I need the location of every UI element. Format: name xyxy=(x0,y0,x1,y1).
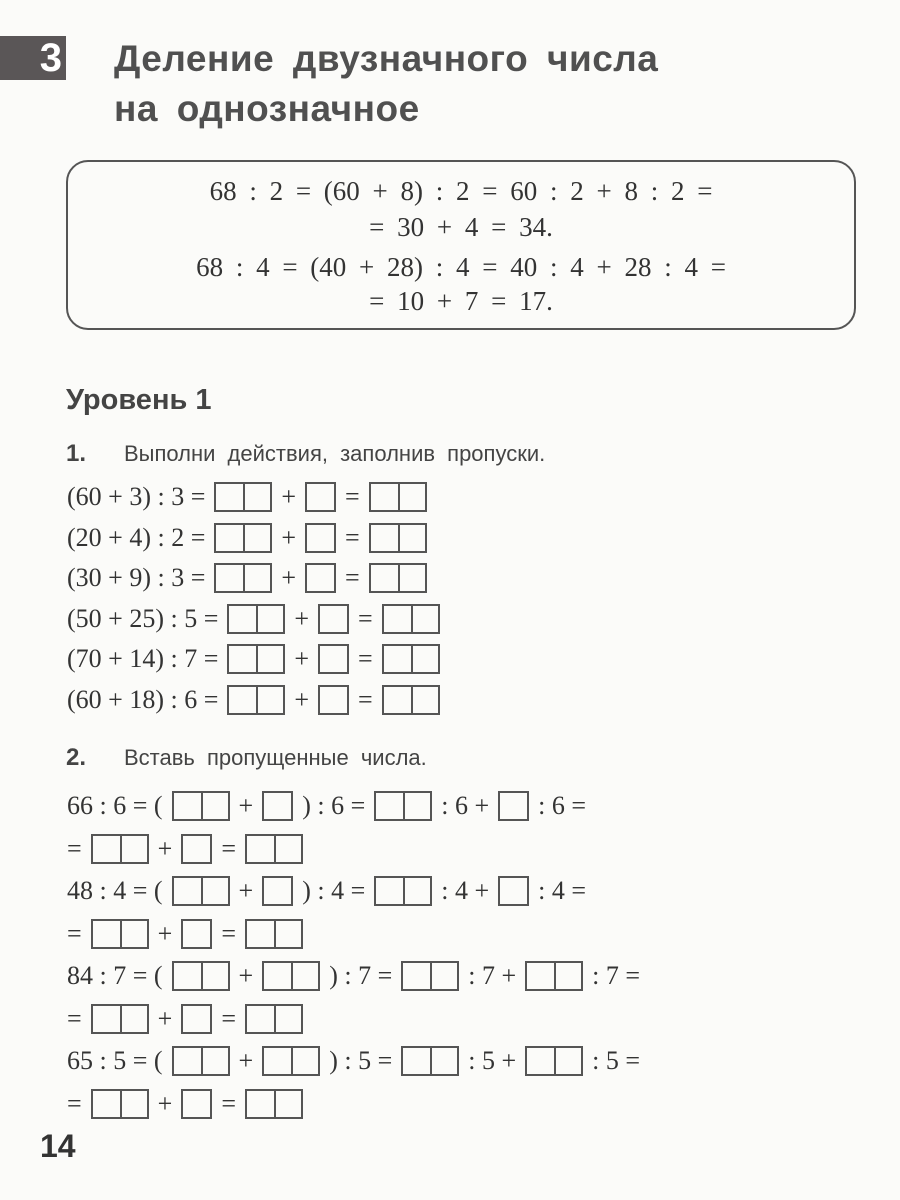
equation-text: : 4 + xyxy=(441,876,490,905)
equation-text: + xyxy=(238,876,254,905)
equation-text: + xyxy=(281,482,297,511)
rule-example-box xyxy=(66,160,856,330)
digit-cell[interactable] xyxy=(371,565,398,591)
equation-row xyxy=(62,789,591,823)
digit-cell[interactable] xyxy=(307,525,334,551)
equation-text: + xyxy=(238,961,254,990)
digit-cell[interactable] xyxy=(256,606,283,632)
two-digit-answer-box[interactable] xyxy=(262,1046,320,1076)
digit-cell[interactable] xyxy=(174,1048,201,1074)
one-digit-answer-box[interactable] xyxy=(305,482,336,512)
chapter-number-badge: 3 xyxy=(0,36,66,80)
digit-cell[interactable] xyxy=(430,1048,457,1074)
two-digit-answer-box[interactable] xyxy=(401,1046,459,1076)
page-title xyxy=(114,34,658,134)
digit-cell[interactable] xyxy=(376,878,403,904)
equation-row xyxy=(62,832,307,866)
digit-cell[interactable] xyxy=(554,1048,581,1074)
one-digit-answer-box[interactable] xyxy=(181,1004,212,1034)
rule-line-3: 68 : 4 = (40 + 28) : 4 = 40 : 4 + 28 : 4 = xyxy=(196,252,726,282)
digit-cell[interactable] xyxy=(411,606,438,632)
digit-cell[interactable] xyxy=(243,484,270,510)
one-digit-answer-box[interactable] xyxy=(181,1089,212,1119)
equation-text: 65 : 5 = ( xyxy=(67,1046,163,1075)
equation-text: : 6 + xyxy=(441,791,490,820)
equation-text: : 5 = xyxy=(592,1046,641,1075)
digit-cell[interactable] xyxy=(183,1006,210,1032)
level-heading: Уровень 1 xyxy=(66,384,212,416)
equation-text: : 7 = xyxy=(592,961,641,990)
two-digit-answer-box[interactable] xyxy=(214,482,272,512)
rule-line-2: = 30 + 4 = 34. xyxy=(369,212,553,242)
equation-text: + xyxy=(238,791,254,820)
digit-cell[interactable] xyxy=(216,484,243,510)
equation-text: = xyxy=(221,833,237,863)
equation-row xyxy=(62,917,307,951)
digit-cell[interactable] xyxy=(384,606,411,632)
two-digit-answer-box[interactable] xyxy=(91,834,149,864)
equation-text: (60 + 18) : 6 = xyxy=(67,684,219,714)
digit-cell[interactable] xyxy=(247,921,274,947)
equation-row xyxy=(62,602,444,636)
digit-cell[interactable] xyxy=(256,646,283,672)
digit-cell[interactable] xyxy=(430,963,457,989)
digit-cell[interactable] xyxy=(274,1006,301,1032)
digit-cell[interactable] xyxy=(384,687,411,713)
two-digit-answer-box[interactable] xyxy=(172,961,230,991)
task-2-heading xyxy=(66,744,427,772)
equation-row xyxy=(62,561,431,595)
digit-cell[interactable] xyxy=(320,646,347,672)
digit-cell[interactable] xyxy=(527,963,554,989)
digit-cell[interactable] xyxy=(93,1006,120,1032)
equation-text: : 6 = xyxy=(538,791,587,820)
equation-text: + xyxy=(157,833,173,863)
equation-text: ) : 4 = xyxy=(302,876,366,905)
equation-text: = xyxy=(67,918,82,948)
digit-cell[interactable] xyxy=(371,525,398,551)
equation-text: + xyxy=(281,522,297,552)
equation-text: + xyxy=(157,1003,173,1033)
two-digit-answer-box[interactable] xyxy=(91,919,149,949)
equation-text: (60 + 3) : 3 = xyxy=(67,482,206,511)
two-digit-answer-box[interactable] xyxy=(382,604,440,634)
digit-cell[interactable] xyxy=(403,878,430,904)
digit-cell[interactable] xyxy=(411,687,438,713)
one-digit-answer-box[interactable] xyxy=(498,791,529,821)
two-digit-answer-box[interactable] xyxy=(374,876,432,906)
digit-cell[interactable] xyxy=(274,836,301,862)
digit-cell[interactable] xyxy=(500,878,527,904)
digit-cell[interactable] xyxy=(174,963,201,989)
digit-cell[interactable] xyxy=(229,606,256,632)
digit-cell[interactable] xyxy=(93,836,120,862)
equation-text: : 5 + xyxy=(468,1046,517,1075)
two-digit-answer-box[interactable] xyxy=(214,563,272,593)
two-digit-answer-box[interactable] xyxy=(245,919,303,949)
equation-row xyxy=(62,1002,307,1036)
equation-row xyxy=(62,959,645,993)
equation-text: : 7 + xyxy=(468,961,517,990)
digit-cell[interactable] xyxy=(229,646,256,672)
equation-text: = xyxy=(358,644,373,673)
digit-cell[interactable] xyxy=(264,878,291,904)
rule-line-4: = 10 + 7 = 17. xyxy=(369,286,553,316)
digit-cell[interactable] xyxy=(554,963,581,989)
digit-cell[interactable] xyxy=(243,525,270,551)
digit-cell[interactable] xyxy=(527,1048,554,1074)
digit-cell[interactable] xyxy=(243,565,270,591)
rule-line-1: 68 : 2 = (60 + 8) : 2 = 60 : 2 + 8 : 2 = xyxy=(209,176,713,206)
digit-cell[interactable] xyxy=(307,484,334,510)
equation-text: = xyxy=(345,563,360,592)
equation-row xyxy=(62,521,431,555)
digit-cell[interactable] xyxy=(398,484,425,510)
digit-cell[interactable] xyxy=(291,963,318,989)
one-digit-answer-box[interactable] xyxy=(318,644,349,674)
two-digit-answer-box[interactable] xyxy=(227,644,285,674)
equation-text: : 4 = xyxy=(538,876,587,905)
two-digit-answer-box[interactable] xyxy=(525,1046,583,1076)
digit-cell[interactable] xyxy=(174,878,201,904)
two-digit-answer-box[interactable] xyxy=(382,644,440,674)
equation-text: = xyxy=(221,918,237,948)
equation-text: = xyxy=(221,1088,237,1118)
digit-cell[interactable] xyxy=(120,921,147,947)
equation-text: = xyxy=(67,833,82,863)
two-digit-answer-box[interactable] xyxy=(172,791,230,821)
equation-text: = xyxy=(67,1003,82,1033)
digit-cell[interactable] xyxy=(411,646,438,672)
title-line-2: на однозначное xyxy=(114,88,420,129)
digit-cell[interactable] xyxy=(183,921,210,947)
digit-cell[interactable] xyxy=(229,687,256,713)
digit-cell[interactable] xyxy=(201,963,228,989)
equation-text: = xyxy=(67,1088,82,1118)
two-digit-answer-box[interactable] xyxy=(401,961,459,991)
one-digit-answer-box[interactable] xyxy=(181,919,212,949)
digit-cell[interactable] xyxy=(320,606,347,632)
equation-text: = xyxy=(345,522,360,552)
equation-row xyxy=(62,1044,645,1078)
digit-cell[interactable] xyxy=(384,646,411,672)
one-digit-answer-box[interactable] xyxy=(318,685,349,715)
two-digit-answer-box[interactable] xyxy=(172,1046,230,1076)
two-digit-answer-box[interactable] xyxy=(382,685,440,715)
two-digit-answer-box[interactable] xyxy=(227,685,285,715)
digit-cell[interactable] xyxy=(120,1006,147,1032)
digit-cell[interactable] xyxy=(307,565,334,591)
digit-cell[interactable] xyxy=(264,1048,291,1074)
two-digit-answer-box[interactable] xyxy=(369,563,427,593)
equation-text: 48 : 4 = ( xyxy=(67,876,163,905)
equation-row xyxy=(62,480,431,514)
digit-cell[interactable] xyxy=(216,565,243,591)
digit-cell[interactable] xyxy=(247,836,274,862)
digit-cell[interactable] xyxy=(291,1048,318,1074)
equation-text: ) : 5 = xyxy=(329,1046,393,1075)
equation-row xyxy=(62,683,444,717)
digit-cell[interactable] xyxy=(183,836,210,862)
task-text: Вставь пропущенные числа. xyxy=(124,745,427,770)
task-1-heading xyxy=(66,440,545,468)
digit-cell[interactable] xyxy=(398,565,425,591)
equation-text: + xyxy=(157,918,173,948)
equation-text: = xyxy=(358,684,373,714)
equation-text: 66 : 6 = ( xyxy=(67,791,163,820)
task-number: 2. xyxy=(66,744,87,771)
equation-text: (50 + 25) : 5 = xyxy=(67,603,219,633)
one-digit-answer-box[interactable] xyxy=(318,604,349,634)
equation-text: + xyxy=(294,644,310,673)
digit-cell[interactable] xyxy=(500,793,527,819)
page-number: 14 xyxy=(40,1128,76,1164)
two-digit-answer-box[interactable] xyxy=(369,523,427,553)
equation-text: + xyxy=(294,603,310,633)
digit-cell[interactable] xyxy=(120,836,147,862)
task-number: 1. xyxy=(66,440,87,467)
digit-cell[interactable] xyxy=(93,1091,120,1117)
digit-cell[interactable] xyxy=(376,793,403,819)
digit-cell[interactable] xyxy=(371,484,398,510)
equation-text: = xyxy=(221,1003,237,1033)
one-digit-answer-box[interactable] xyxy=(262,791,293,821)
equation-row xyxy=(62,642,444,676)
equation-text: + xyxy=(294,684,310,714)
equation-text: 84 : 7 = ( xyxy=(67,961,163,990)
digit-cell[interactable] xyxy=(264,793,291,819)
one-digit-answer-box[interactable] xyxy=(181,834,212,864)
task-text: Выполни действия, заполнив пропуски. xyxy=(124,441,546,466)
equation-text: (30 + 9) : 3 = xyxy=(67,563,206,592)
digit-cell[interactable] xyxy=(216,525,243,551)
digit-cell[interactable] xyxy=(320,687,347,713)
two-digit-answer-box[interactable] xyxy=(525,961,583,991)
equation-text: ) : 7 = xyxy=(329,961,393,990)
two-digit-answer-box[interactable] xyxy=(245,1004,303,1034)
digit-cell[interactable] xyxy=(403,793,430,819)
digit-cell[interactable] xyxy=(247,1091,274,1117)
digit-cell[interactable] xyxy=(93,921,120,947)
digit-cell[interactable] xyxy=(201,793,228,819)
digit-cell[interactable] xyxy=(398,525,425,551)
one-digit-answer-box[interactable] xyxy=(305,563,336,593)
digit-cell[interactable] xyxy=(274,921,301,947)
two-digit-answer-box[interactable] xyxy=(245,1089,303,1119)
digit-cell[interactable] xyxy=(201,1048,228,1074)
two-digit-answer-box[interactable] xyxy=(227,604,285,634)
two-digit-answer-box[interactable] xyxy=(245,834,303,864)
equation-row xyxy=(62,874,591,908)
one-digit-answer-box[interactable] xyxy=(262,876,293,906)
two-digit-answer-box[interactable] xyxy=(91,1089,149,1119)
equation-text: (70 + 14) : 7 = xyxy=(67,644,219,673)
digit-cell[interactable] xyxy=(174,793,201,819)
equation-text: + xyxy=(238,1046,254,1075)
equation-text: + xyxy=(281,563,297,592)
digit-cell[interactable] xyxy=(403,1048,430,1074)
digit-cell[interactable] xyxy=(264,963,291,989)
two-digit-answer-box[interactable] xyxy=(369,482,427,512)
digit-cell[interactable] xyxy=(256,687,283,713)
two-digit-answer-box[interactable] xyxy=(262,961,320,991)
digit-cell[interactable] xyxy=(403,963,430,989)
equation-text: + xyxy=(157,1088,173,1118)
two-digit-answer-box[interactable] xyxy=(91,1004,149,1034)
equation-row xyxy=(62,1087,307,1121)
two-digit-answer-box[interactable] xyxy=(374,791,432,821)
equation-text: (20 + 4) : 2 = xyxy=(67,522,206,552)
equation-text: ) : 6 = xyxy=(302,791,366,820)
digit-cell[interactable] xyxy=(201,878,228,904)
equation-text: = xyxy=(345,482,360,511)
digit-cell[interactable] xyxy=(274,1091,301,1117)
one-digit-answer-box[interactable] xyxy=(305,523,336,553)
equation-text: = xyxy=(358,603,373,633)
one-digit-answer-box[interactable] xyxy=(498,876,529,906)
two-digit-answer-box[interactable] xyxy=(214,523,272,553)
title-line-1: Деление двузначного числа xyxy=(114,38,659,79)
two-digit-answer-box[interactable] xyxy=(172,876,230,906)
digit-cell[interactable] xyxy=(120,1091,147,1117)
digit-cell[interactable] xyxy=(183,1091,210,1117)
digit-cell[interactable] xyxy=(247,1006,274,1032)
